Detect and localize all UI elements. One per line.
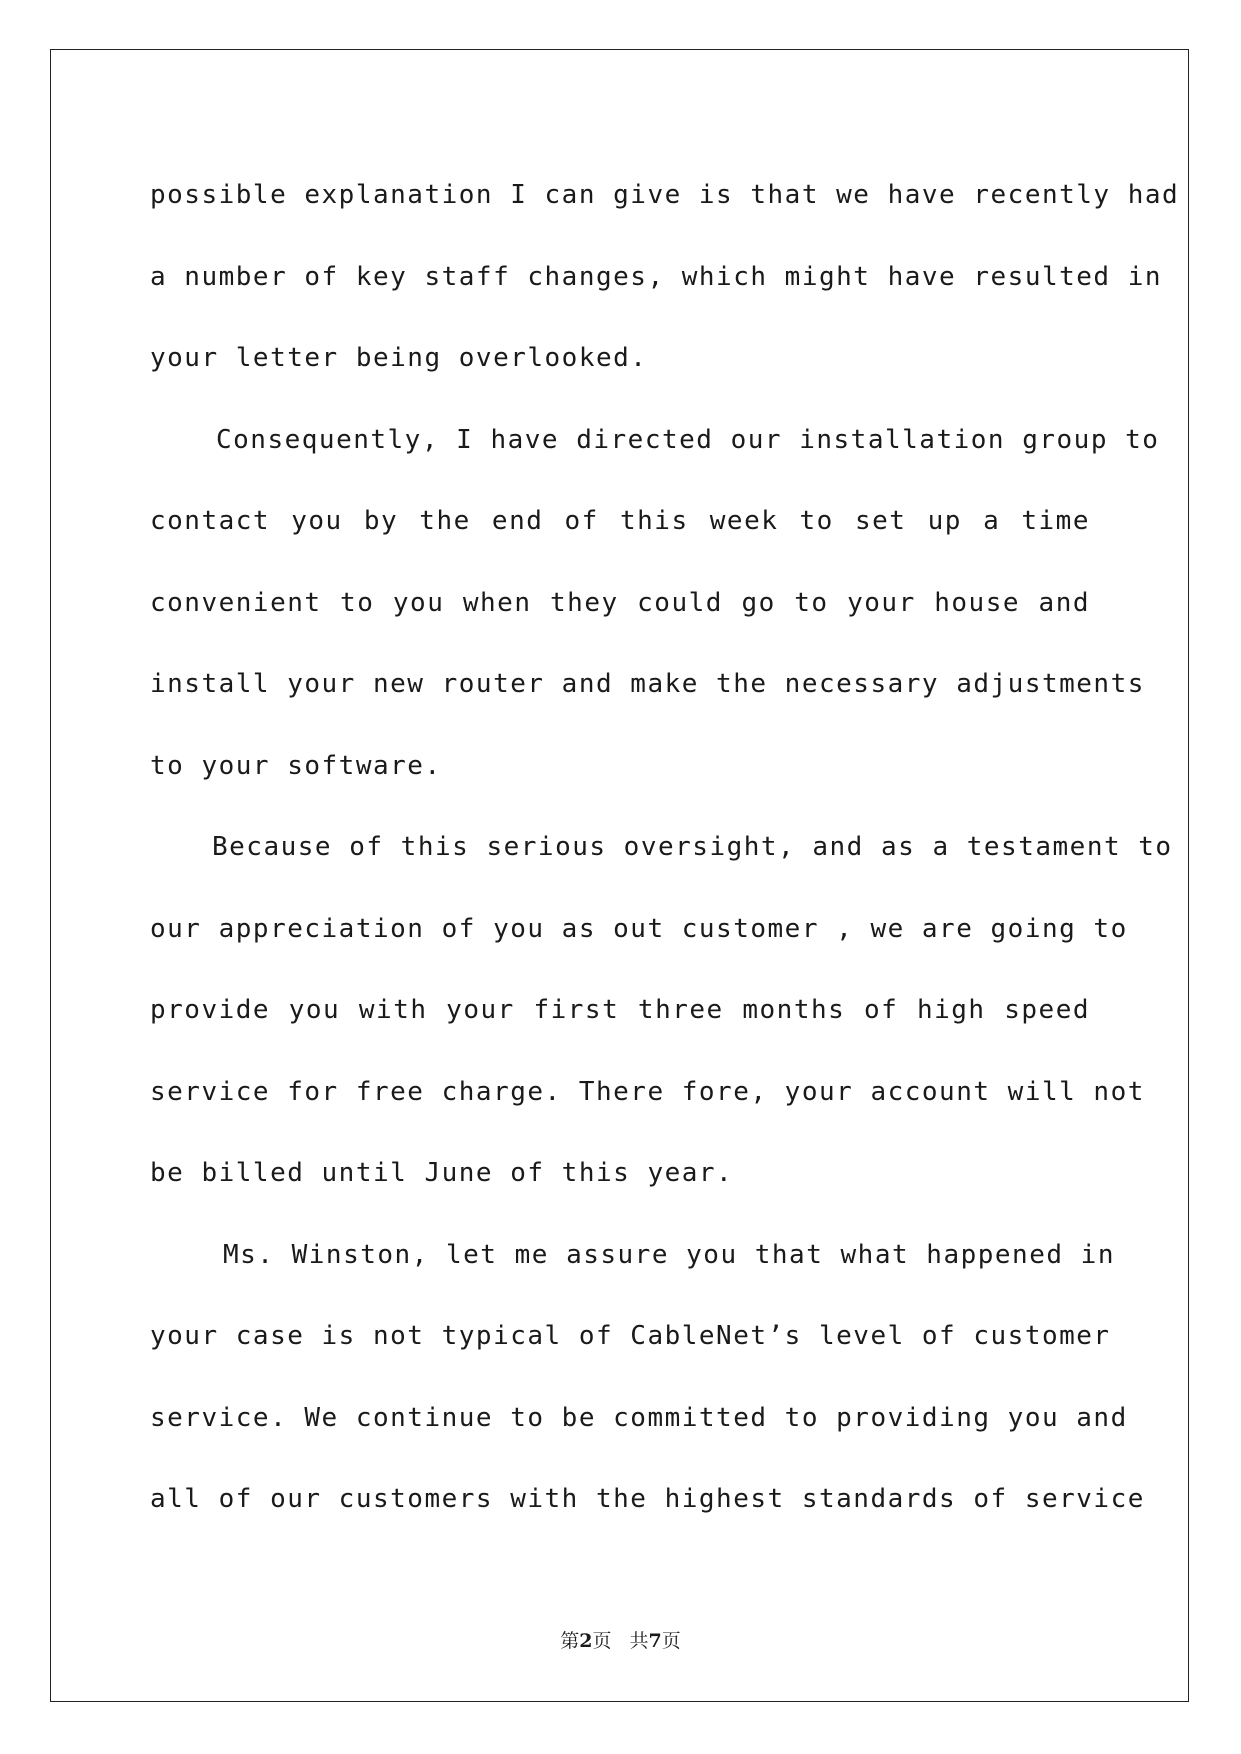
body-line: service. We continue to be committed to providing you and bbox=[150, 1402, 1128, 1433]
body-line: our appreciation of you as out customer , we are going to bbox=[150, 913, 1128, 944]
current-page-number: 2 bbox=[579, 1630, 593, 1652]
page-footer bbox=[0, 1626, 1241, 1653]
body-line: convenient to you when they could go to your house and bbox=[150, 587, 1090, 618]
footer-prefix: 第 bbox=[560, 1630, 580, 1652]
footer-total-prefix: 共 bbox=[629, 1630, 649, 1652]
body-line: all of our customers with the highest standards of service bbox=[150, 1484, 1145, 1514]
body-line: install your new router and make the necessary adjustments bbox=[150, 669, 1145, 699]
paragraph-first-line: Because of this serious oversight, and as a testament to bbox=[212, 832, 1173, 862]
body-line: provide you with your first three months of high speed bbox=[150, 995, 1090, 1025]
footer-total-suffix: 页 bbox=[661, 1630, 681, 1652]
footer-page-word: 页 bbox=[592, 1630, 612, 1652]
body-line: possible explanation I can give is that we have recently had bbox=[150, 180, 1180, 210]
body-line: contact you by the end of this week to set up a time bbox=[150, 506, 1090, 536]
body-line: to your software. bbox=[150, 750, 442, 781]
body-line: service for free charge. There fore, your account will not bbox=[150, 1076, 1145, 1107]
body-line: be billed until June of this year. bbox=[150, 1158, 734, 1188]
letter-body bbox=[150, 160, 1180, 1546]
total-pages-number: 7 bbox=[648, 1630, 662, 1652]
body-line: a number of key staff changes, which might have resulted in bbox=[150, 261, 1163, 292]
paragraph-first-line: Ms. Winston, let me assure you that what happened in bbox=[223, 1239, 1115, 1270]
body-line: your letter being overlooked. bbox=[150, 343, 648, 373]
paragraph-first-line: Consequently, I have directed our installation group to bbox=[216, 424, 1160, 455]
body-line: your case is not typical of CableNet’s level of customer bbox=[150, 1321, 1111, 1351]
